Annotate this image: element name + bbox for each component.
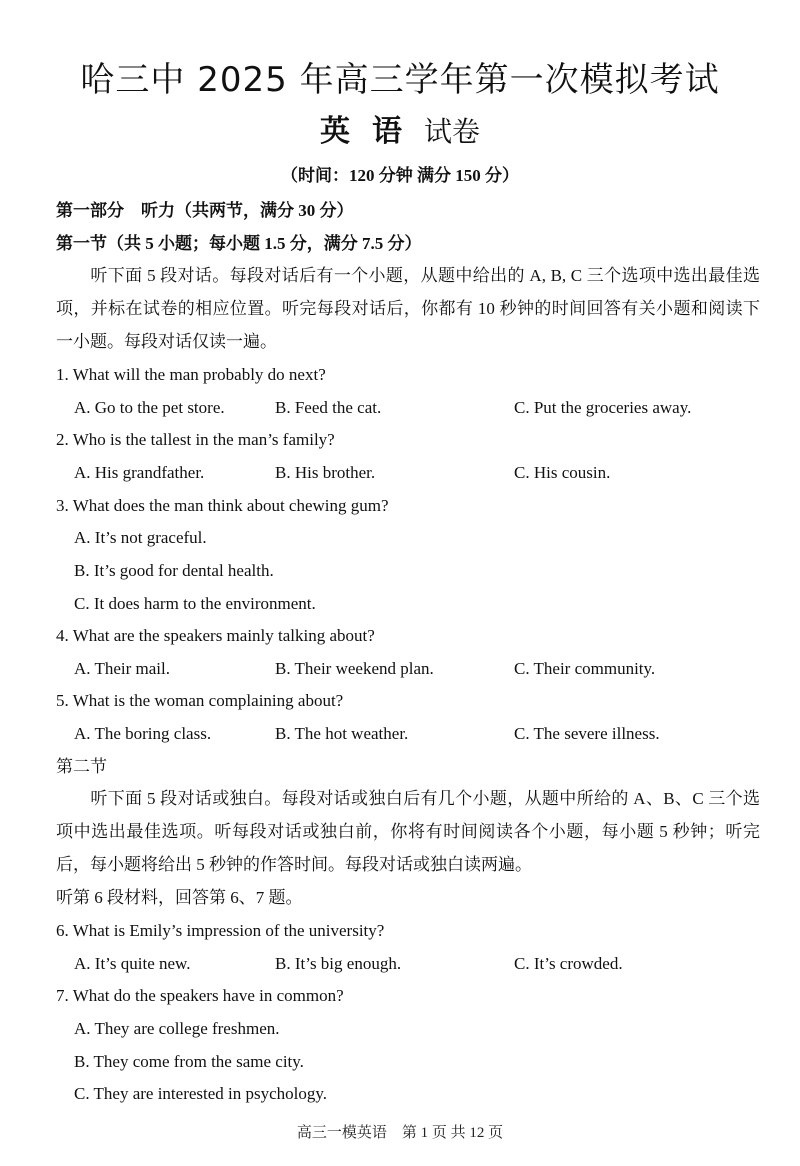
- section1-instructions: [56, 259, 760, 358]
- option-a: A. It’s not graceful.: [74, 528, 207, 547]
- page-footer: 高三一模英语 第 1 页 共 12 页: [296, 1125, 504, 1141]
- option-c: C. The severe illness.: [514, 724, 660, 743]
- time-info: （时间：120 分钟 满分 150 分）: [281, 166, 519, 185]
- question-stem: 1. What will the man probably do next?: [56, 365, 326, 384]
- question-stem: 2. Who is the tallest in the man’s family?: [56, 430, 335, 449]
- section2-heading: 第二节: [56, 757, 107, 776]
- section2-instructions-text: 听下面 5 段对话或独白。每段对话或独白后有几个小题，从题中所给的 A、B、C 三个选项中选出最佳选项。听每段对话或独白前，你将有时间阅读各个小题，每小题 5 秒钟；听完后，每小题将给出 5 秒钟的作答时间。每段对话或独白读两遍。: [56, 789, 760, 874]
- option-c: C. They are interested in psychology.: [74, 1084, 328, 1103]
- option-a: A. Go to the pet store.: [74, 398, 225, 417]
- option-c: C. Their community.: [514, 659, 656, 678]
- option-a: A. The boring class.: [74, 724, 212, 743]
- exam-title: 哈三中 2025 年高三学年第一次模拟考试: [80, 60, 720, 100]
- option-a: A. His grandfather.: [74, 463, 205, 482]
- option-b: B. Feed the cat.: [275, 398, 382, 417]
- option-a: A. Their mail.: [74, 659, 170, 678]
- question-stem: 5. What is the woman complaining about?: [56, 691, 344, 710]
- option-a: A. They are college freshmen.: [74, 1019, 280, 1038]
- subject-char-2: 语: [371, 114, 402, 149]
- option-b: B. It’s big enough.: [275, 954, 402, 973]
- option-c: C. Put the groceries away.: [514, 398, 692, 417]
- option-c: C. It does harm to the environment.: [74, 594, 316, 613]
- material-note: 听第 6 段材料，回答第 6、7 题。: [56, 888, 303, 907]
- option-a: A. It’s quite new.: [74, 954, 191, 973]
- question-stem: 7. What do the speakers have in common?: [56, 986, 344, 1005]
- question-stem: 6. What is Emily’s impression of the university?: [56, 921, 385, 940]
- option-c: C. His cousin.: [514, 463, 611, 482]
- question-stem: 3. What does the man think about chewing gum?: [56, 496, 389, 515]
- subject-title: [0, 110, 800, 154]
- option-b: B. His brother.: [275, 463, 376, 482]
- subject-paper-label: 试卷: [423, 115, 480, 148]
- option-b: B. They come from the same city.: [74, 1052, 304, 1071]
- option-c: C. It’s crowded.: [514, 954, 623, 973]
- question-stem: 4. What are the speakers mainly talking about?: [56, 626, 375, 645]
- option-b: B. The hot weather.: [275, 724, 409, 743]
- section1-heading: 第一节（共 5 小题；每小题 1.5 分，满分 7.5 分）: [56, 234, 422, 253]
- section1-instructions-text: 听下面 5 段对话。每段对话后有一个小题，从题中给出的 A, B, C 三个选项中选出最佳选项，并标在试卷的相应位置。听完每段对话后，你都有 10 秒钟的时间回答有关小题和阅读下一小题。每段对话仅读一遍。: [56, 266, 760, 351]
- subject-char-1: 英: [319, 114, 350, 149]
- option-b: B. It’s good for dental health.: [74, 561, 274, 580]
- part1-heading: 第一部分 听力（共两节，满分 30 分）: [56, 201, 354, 220]
- option-b: B. Their weekend plan.: [275, 659, 434, 678]
- section2-instructions: [56, 782, 760, 881]
